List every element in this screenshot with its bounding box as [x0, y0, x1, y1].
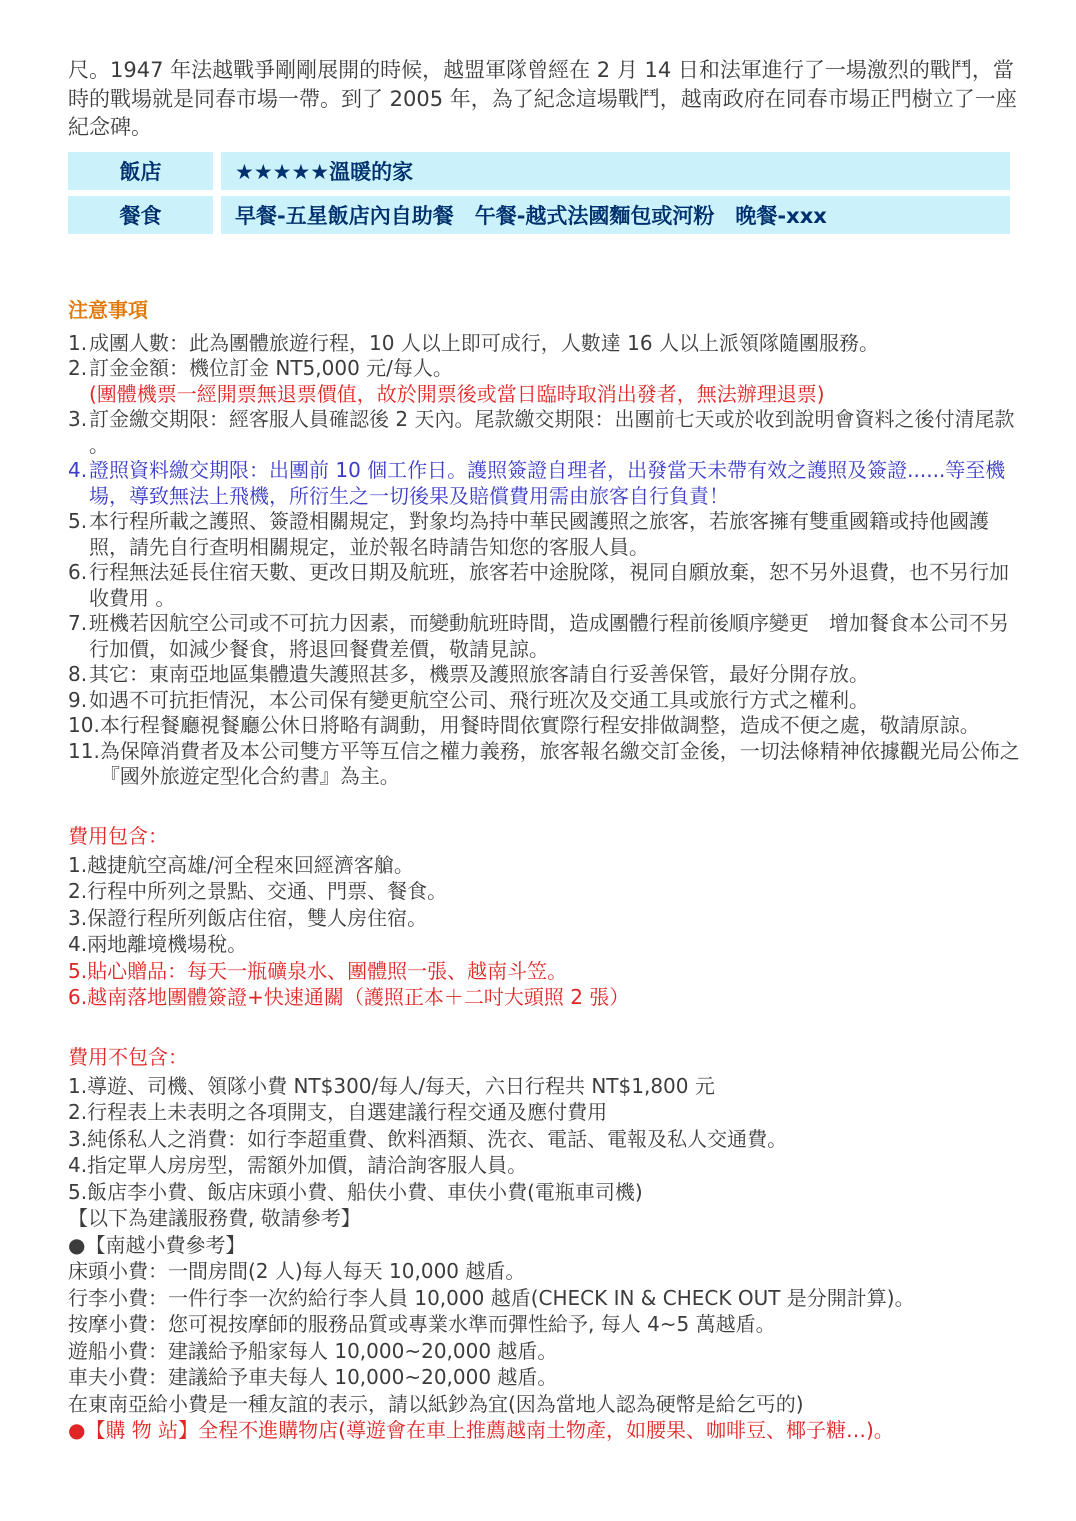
notice-item-number: 7.	[68, 611, 88, 635]
notice-item-text	[89, 356, 1024, 407]
notice-item-text	[89, 688, 1024, 714]
notice-item-main: 其它：東南亞地區集體遺失護照甚多，機票及護照旅客請自行妥善保管，最好分開存放。	[89, 662, 869, 686]
included-title: 費用包含：	[68, 823, 168, 848]
notice-item-number: 9.	[68, 687, 88, 712]
intro-paragraph: 尺。1947 年法越戰爭剛剛展開的時候，越盟軍隊曾經在 2 月 14 日和法軍進行了一場激烈的戰鬥，當時的戰場就是同春市場一帶。到了 2005 年，為了紀念這場戰鬥，越南政府在同春市場正門樹立了一座紀念碑。	[68, 58, 1017, 139]
notice-item-number: 8.	[68, 662, 88, 686]
notice-item-text	[89, 662, 1024, 688]
south-tips-header: ●【南越小費參考】	[68, 1232, 246, 1257]
notice-title: 注意事項	[68, 297, 148, 322]
tips-list	[68, 1258, 1020, 1391]
table-row	[68, 196, 1010, 234]
notice-item-main: 訂金繳交期限：經客服人員確認後 2 天內。尾款繳交期限：出團前七天或於收到說明會資料之後付清尾款 。	[89, 407, 1015, 457]
notice-item-main: 本行程所載之護照、簽證相關規定，對象均為持中華民國護照之旅客，若旅客擁有雙重國籍或持他國護照，請先自行查明相關規定，並於報名時請告知您的客服人員。	[89, 509, 989, 559]
tip-item: 行李小費：一件行李一次約給行李人員 10,000 越盾(CHECK IN & CHECK OUT 是分開計算)。	[68, 1285, 915, 1310]
tip-item: 床頭小費：一間房間(2 人)每人每天 10,000 越盾。	[68, 1259, 526, 1283]
excluded-item: 1.導遊、司機、領隊小費 NT$300/每人/每天，六日行程共 NT$1,800 元	[68, 1073, 715, 1098]
row-value: 早餐-五星飯店內自助餐 午餐-越式法國麵包或河粉 晚餐-xxx	[221, 196, 1010, 234]
notice-item-main: 行程無法延長住宿天數、更改日期及航班，旅客若中途脫隊，視同自願放棄，恕不另外退費，也不另行加收費用 。	[89, 560, 1009, 610]
excluded-list	[68, 1073, 1020, 1206]
notice-item-number: 10.	[68, 713, 100, 737]
notice-item-text	[89, 458, 1024, 509]
tip-item: 按摩小費：您可視按摩師的服務品質或專業水準而彈性給予, 每人 4~5 萬越盾。	[68, 1312, 776, 1336]
shopping-station-note: ●【購 物 站】全程不進購物店(導遊會在車上推薦越南土物產，如腰果、咖啡豆、椰子糖…)。	[68, 1418, 894, 1442]
excluded-item: 5.飯店李小費、飯店床頭小費、船伕小費、車伕小費(電瓶車司機)	[68, 1179, 643, 1204]
included-item: 2.行程中所列之景點、交通、門票、餐食。	[68, 879, 448, 903]
excluded-item: 2.行程表上未表明之各項開支，自選建議行程交通及應付費用	[68, 1100, 608, 1124]
hotel-meal-table	[68, 152, 1010, 234]
notice-item-main: 本行程餐廳視餐廳公休日將略有調動，用餐時間依實際行程安排做調整，造成不便之處，敬請原諒。	[99, 713, 980, 737]
notice-item-text	[100, 713, 1024, 739]
included-item: 6.越南落地團體簽證+快速通關（護照正本＋二吋大頭照 2 張）	[68, 985, 630, 1009]
included-item: 1.越捷航空高雄/河全程來回經濟客艙。	[68, 852, 414, 877]
notice-item-main: 班機若因航空公司或不可抗力因素，而變動航班時間，造成團體行程前後順序變更 增加餐食本公司不另行加價，如減少餐食，將退回餐費差價，敬請見諒。	[89, 611, 1009, 661]
row-label: 飯店	[68, 152, 213, 190]
notice-item-text	[89, 331, 1024, 357]
excluded-title: 費用不包含：	[68, 1044, 188, 1069]
tip-item: 遊船小費：建議給予船家每人 10,000~20,000 越盾。	[68, 1338, 558, 1363]
notice-item-main: 為保障消費者及本公司雙方平等互信之權力義務，旅客報名繳交訂金後，一切法條精神依據觀光局公佈之『國外旅遊定型化合約書』為主。	[99, 738, 1020, 788]
notice-item-number: 4.	[68, 458, 88, 482]
table-row	[68, 152, 1010, 190]
included-item: 5.貼心贈品：每天一瓶礦泉水、團體照一張、越南斗笠。	[68, 958, 568, 983]
notice-item-number: 1.	[68, 330, 88, 355]
notice-item	[68, 611, 1024, 662]
notice-item	[68, 688, 1024, 714]
notice-item-text	[89, 611, 1024, 662]
notice-item-main: 如遇不可抗拒情況，本公司保有變更航空公司、飛行班次及交通工具或旅行方式之權利。	[89, 687, 869, 712]
notice-item	[68, 331, 1024, 357]
excluded-item: 3.純係私人之消費：如行李超重費、飲料酒類、洗衣、電話、電報及私人交通費。	[68, 1126, 788, 1151]
notice-item-text	[89, 407, 1024, 458]
notice-item-number: 2.	[68, 356, 88, 380]
included-item: 3.保證行程所列飯店住宿，雙人房住宿。	[68, 905, 428, 930]
included-item: 4.兩地離境機場稅。	[68, 932, 248, 956]
notice-item-main: 成團人數：此為團體旅遊行程，10 人以上即可成行，人數達 16 人以上派領隊隨團服務。	[89, 330, 879, 355]
suggest-note: 【以下為建議服務費, 敬請參考】	[68, 1206, 361, 1230]
notice-item-red-note: (團體機票一經開票無退票價值，故於開票後或當日臨時取消出發者，無法辦理退票)	[89, 381, 825, 406]
notice-item-number: 6.	[68, 560, 88, 584]
notice-item-number: 5.	[68, 509, 88, 533]
notice-item-number: 3.	[68, 407, 88, 431]
notice-item	[68, 509, 1024, 560]
excluded-item: 4.指定單人房房型，需額外加價，請洽詢客服人員。	[68, 1153, 528, 1177]
row-value: ★★★★★溫暖的家	[221, 152, 1010, 190]
notice-item-text	[100, 739, 1024, 790]
included-list	[68, 852, 1020, 1011]
notice-item	[68, 713, 1024, 739]
notice-item-main: 訂金金額：機位訂金 NT5,000 元/每人。	[89, 356, 453, 380]
notice-item	[68, 662, 1024, 688]
tip-culture-note: 在東南亞給小費是一種友誼的表示，請以紙鈔為宜(因為當地人認為硬幣是給乞丐的)	[68, 1391, 804, 1416]
notice-item	[68, 560, 1024, 611]
notice-item-number: 11.	[68, 738, 100, 763]
notice-item	[68, 739, 1024, 790]
notice-list	[68, 331, 1024, 790]
notice-item	[68, 458, 1024, 509]
notice-item	[68, 407, 1024, 458]
notice-item	[68, 356, 1024, 407]
tip-item: 車夫小費：建議給予車夫每人 10,000~20,000 越盾。	[68, 1365, 558, 1389]
notice-item-main: 證照資料繳交期限：出團前 10 個工作日。護照簽證自理者，出發當天未帶有效之護照及簽證......等至機場，導致無法上飛機，所衍生之一切後果及賠償費用需由旅客自行負責！	[89, 458, 1006, 508]
notice-item-text	[89, 560, 1024, 611]
row-label: 餐食	[68, 196, 213, 234]
notice-item-text	[89, 509, 1024, 560]
